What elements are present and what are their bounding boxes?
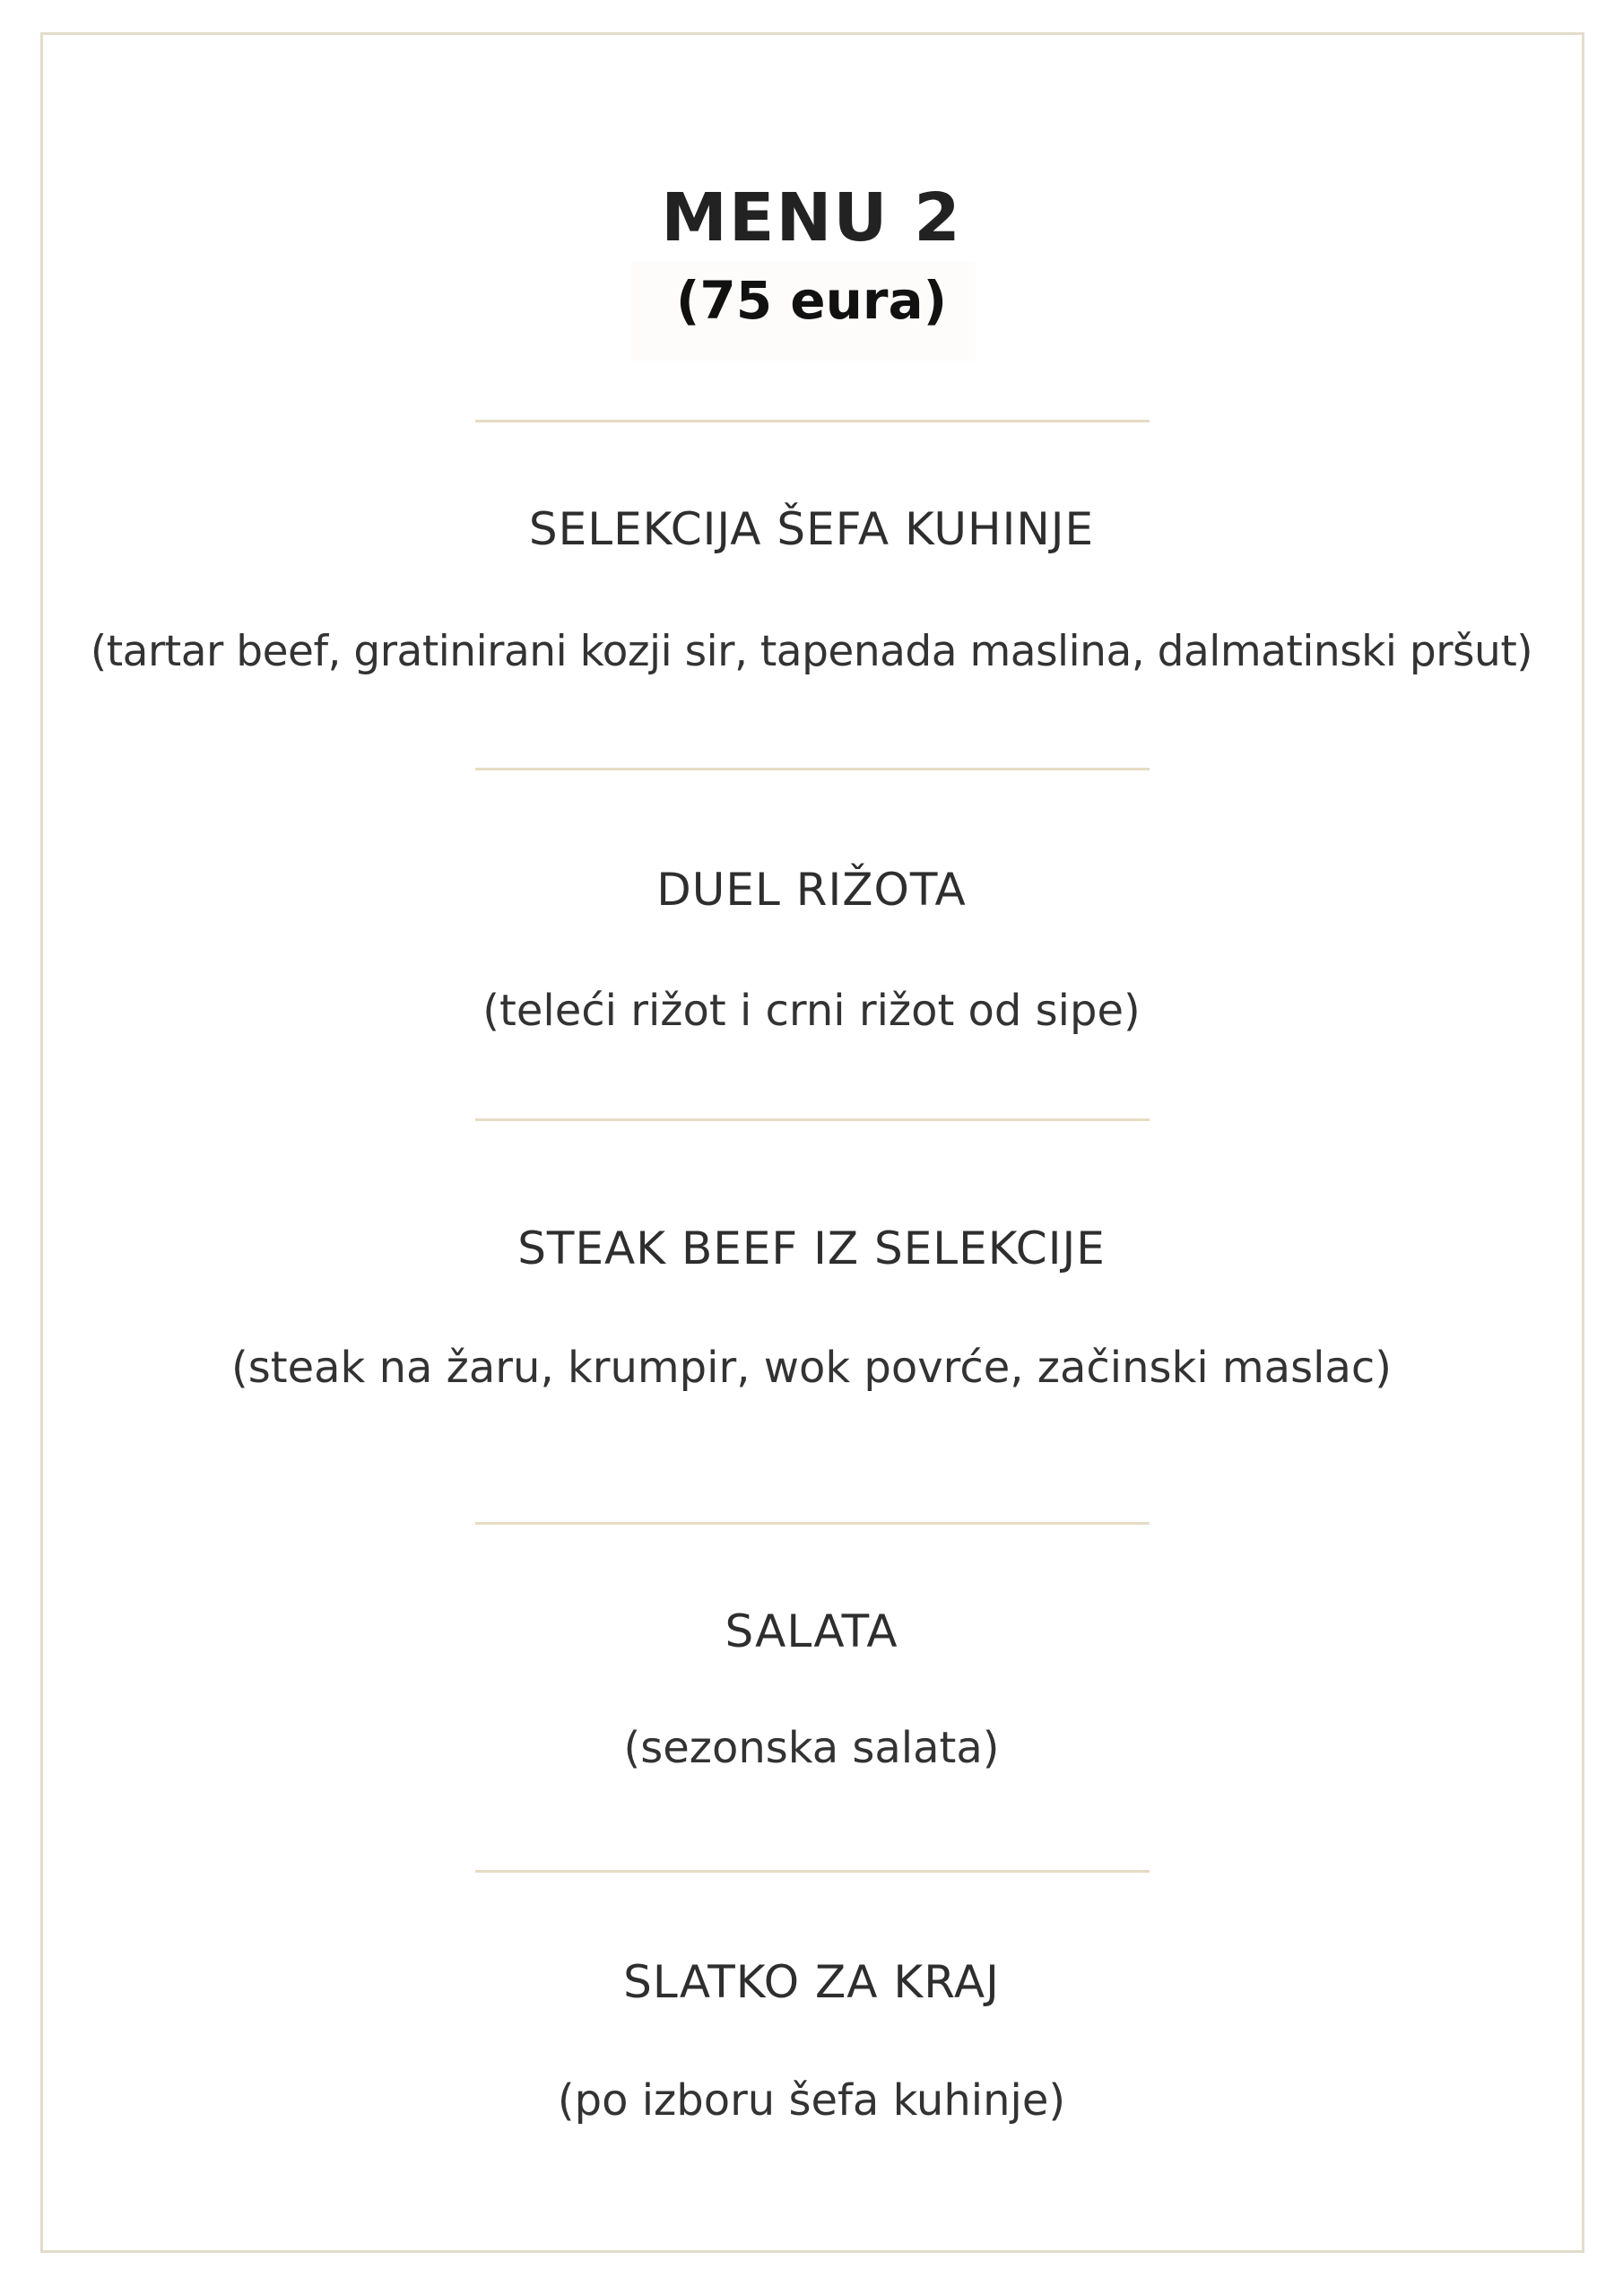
course-name: DUEL RIŽOTA [656, 864, 967, 916]
menu-price: (75 eura) [675, 270, 948, 331]
menu-frame [40, 32, 1584, 2253]
menu-title: MENU 2 [661, 179, 962, 257]
course-description: (steak na žaru, krumpir, wok povrće, začinski maslac) [231, 1343, 1392, 1393]
divider [475, 768, 1150, 770]
course-description: (po izboru šefa kuhinje) [557, 2075, 1066, 2126]
course-name: SELEKCIJA ŠEFA KUHINJE [528, 503, 1095, 555]
course-name: SALATA [725, 1605, 898, 1657]
course-description: (teleći rižot i crni rižot od sipe) [482, 986, 1141, 1036]
divider [475, 1118, 1150, 1121]
course-description: (tartar beef, gratinirani kozji sir, tapenada maslina, dalmatinski pršut) [90, 627, 1533, 676]
divider [475, 420, 1150, 422]
course-name: SLATKO ZA KRAJ [623, 1956, 1000, 2008]
course-name: STEAK BEEF IZ SELEKCIJE [517, 1222, 1106, 1274]
divider [475, 1522, 1150, 1525]
course-description: (sezonska salata) [623, 1723, 1000, 1773]
divider [475, 1870, 1150, 1873]
